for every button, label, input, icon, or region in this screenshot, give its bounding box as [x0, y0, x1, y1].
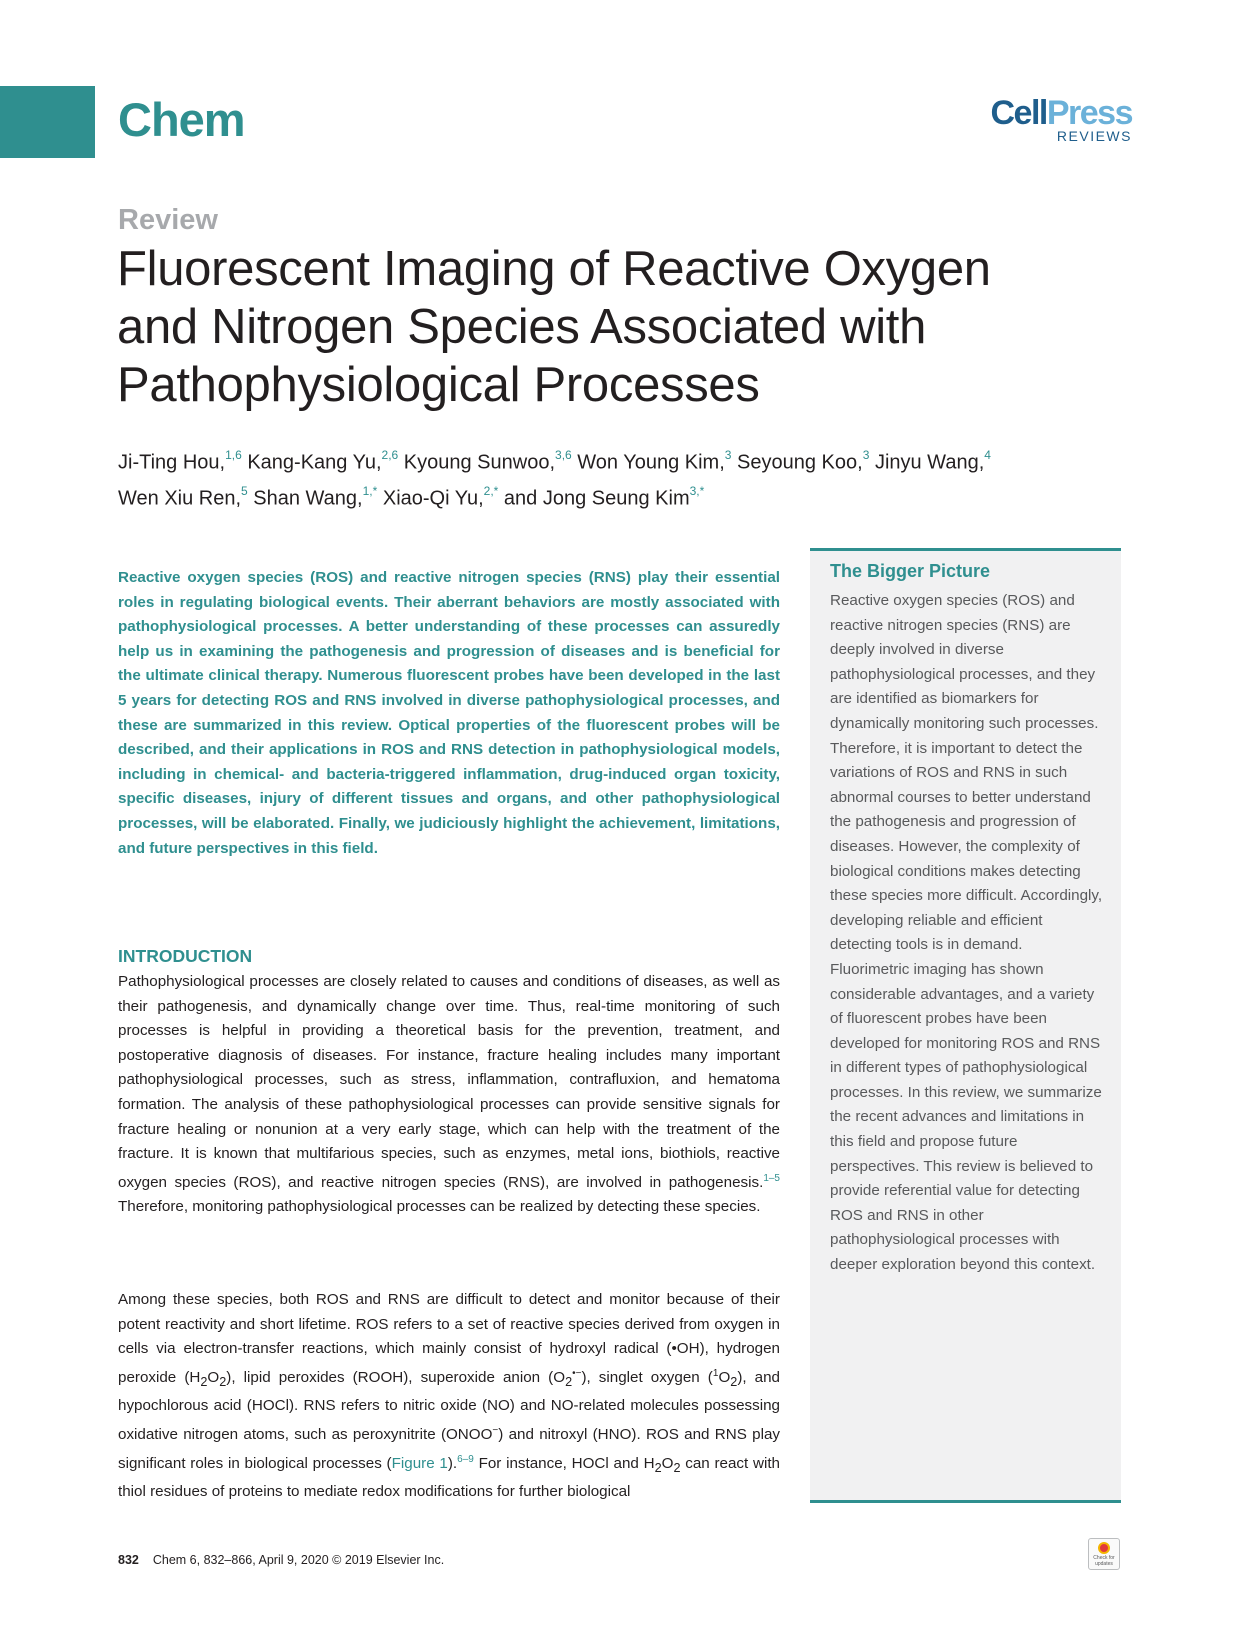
author-name[interactable]: Seyoung Koo, — [737, 451, 863, 474]
paragraph-text: ), and hypochlorous acid (HOCl). RNS refers to nitric oxide (NO) and NO-related molecules possessing oxidative nitrogen atoms, such as peroxynitrite (ONOO — [118, 1368, 780, 1444]
paragraph-text: can react with thiol residues of proteins to mediate redox modifications for further biological — [118, 1454, 780, 1501]
sidebar-title: The Bigger Picture — [830, 561, 991, 581]
paragraph-text: For instance, HOCl and H — [473, 1454, 655, 1472]
paragraph-text: ) and nitroxyl (HNO). ROS and RNS play significant roles in biological processes ( — [118, 1426, 780, 1472]
affiliation-ref[interactable]: 3 — [724, 448, 732, 462]
paragraph-text: O — [718, 1368, 731, 1386]
sidebar-text: Reactive oxygen species (ROS) and reactive nitrogen species (RNS) are deeply involved in diverse pathophysiological processes, and they are identified as biomarkers for dynamically monitoring such processes. Therefore, it is important to detect the variations of ROS and RNS in such abnormal courses to better understand the pathogenesis and progression of diseases. However, the complexity of biological conditions makes detecting these species more difficult. Accordingly, developing reliable and efficient detecting tools is in demand. Fluorimetric imaging has shown considerable advantages, and a variety of fluorescent probes have been developed for monitoring ROS and RNS in different types of pathophysiological processes. In this review, we summarize the recent advances and limitations in this field and propose future perspectives. This review is believed to provide referential value for detecting ROS and RNS in other pathophysiological processes with deeper exploration beyond this context. — [830, 592, 1103, 1274]
author-name[interactable]: Ji-Ting Hou, — [118, 451, 226, 474]
paragraph-text: Therefore, monitoring pathophysiological processes can be realized by detecting these species. — [118, 1198, 761, 1216]
figure-link[interactable]: Figure 1 — [391, 1454, 448, 1472]
reference-citation[interactable]: 6–9 — [457, 1453, 474, 1465]
affiliation-ref[interactable]: 1,* — [362, 483, 378, 498]
superscript: 1 — [712, 1367, 719, 1379]
subscript: 2 — [654, 1460, 662, 1475]
paragraph-text: ), singlet oxygen ( — [581, 1368, 713, 1386]
author-name[interactable]: Xiao-Qi Yu, — [382, 487, 484, 510]
journal-color-block — [0, 86, 95, 158]
author-name[interactable]: Jinyu Wang, — [874, 451, 985, 474]
abstract: Reactive oxygen species (ROS) and reactive nitrogen species (RNS) play their essential roles in regulating biological events. Their aberrant behaviors are mostly associated with pathophysiological processes. A better understanding of these processes can assuredly help us in examining the pathogenesis and progression of diseases and is beneficial for the ultimate clinical therapy. Numerous fluorescent probes have been developed in the last 5 years for detecting ROS and RNS involved in diverse pathophysiological processes, and these are summarized in this review. Optical properties of the fluorescent probes will be described, and their applications in ROS and RNS detection in pathophysiological models, including in chemical- and bacteria-triggered inflammation, drug-induced organ toxicity, specific diseases, injury of different tissues and organs, and other pathophysiological processes, will be elaborated. Finally, we judiciously highlight the achievement, limitations, and future perspectives in this field. — [118, 569, 780, 857]
paragraph-text: O — [661, 1454, 674, 1472]
paragraph-text: ), lipid peroxides (ROOH), superoxide anion (O — [226, 1368, 566, 1386]
paragraph-text: Among these species, both ROS and RNS are difficult to detect and monitor because of their potent reactivity and short lifetime. ROS refers to a set of reactive species derived from oxygen in cells via electron-transfer reactions, which mainly consist of hydroxyl radical (•OH), hydrogen peroxide (H — [118, 1291, 780, 1386]
author-name[interactable]: Kyoung Sunwoo, — [403, 451, 556, 474]
page-number: 832 — [118, 1553, 139, 1567]
article-title: Fluorescent Imaging of Reactive Oxygen and Nitrogen Species Associated with Pathophysiological Processes — [117, 242, 991, 412]
author-name[interactable]: Kang-Kang Yu, — [247, 451, 382, 474]
article-type-label: Review — [118, 204, 218, 236]
affiliation-ref[interactable]: 2,* — [483, 483, 499, 498]
bigger-picture-box — [810, 548, 1121, 1503]
affiliation-ref[interactable]: 5 — [241, 483, 248, 498]
journal-name: Chem — [118, 93, 245, 146]
publisher-logo[interactable] — [991, 95, 1133, 144]
reference-citation[interactable]: 1–5 — [763, 1172, 780, 1184]
superscript: •− — [572, 1367, 582, 1379]
page-footer — [118, 1553, 444, 1567]
author-name[interactable]: and Jong Seung Kim — [503, 487, 690, 510]
citation-line: Chem 6, 832–866, April 9, 2020 © 2019 Elsevier Inc. — [152, 1553, 445, 1567]
affiliation-ref[interactable]: 3,* — [689, 483, 705, 498]
check-for-updates-badge[interactable] — [1088, 1538, 1120, 1570]
logo-press-text: Press — [1046, 94, 1132, 132]
body-paragraph — [118, 1288, 780, 1505]
author-name[interactable]: Won Young Kim, — [577, 451, 725, 474]
affiliation-ref[interactable]: 1,6 — [225, 448, 242, 462]
update-badge-icon — [1098, 1542, 1110, 1554]
author-name[interactable]: Wen Xiu Ren, — [118, 487, 242, 510]
subscript: 2 — [673, 1460, 681, 1475]
paragraph-text: ). — [447, 1454, 458, 1472]
body-paragraph — [118, 970, 780, 1220]
section-heading-introduction: INTRODUCTION — [118, 946, 253, 966]
affiliation-ref[interactable]: 4 — [984, 448, 991, 462]
paragraph-text: O — [207, 1368, 220, 1386]
affiliation-ref[interactable]: 3,6 — [555, 448, 572, 462]
subscript: 2 — [219, 1374, 227, 1389]
author-name[interactable]: Shan Wang, — [253, 487, 363, 510]
paragraph-text: Pathophysiological processes are closely related to causes and conditions of diseases, as well as their pathogenesis, and dynamically change over time. Thus, real-time monitoring of such processes is helpful in providing a theoretical basis for the prevention, treatment, and postoperative diagnosis of diseases. For instance, fracture healing includes many important pathophysiological processes, such as stress, inflammation, contrafluxion, and hematoma formation. The analysis of these pathophysiological processes can provide sensitive signals for fracture healing or nonunion at a very early stage, which can help with the treatment of the fracture. It is known that multifarious species, such as enzymes, metal ions, biothiols, reactive oxygen species (ROS), and reactive nitrogen species (RNS), are involved in pathogenesis. — [118, 973, 780, 1191]
logo-subtitle: REVIEWS — [1056, 128, 1132, 144]
logo-cell-text: Cell — [990, 94, 1047, 132]
affiliation-ref[interactable]: 2,6 — [381, 448, 399, 462]
subscript: 2 — [565, 1374, 573, 1389]
subscript: 2 — [200, 1374, 208, 1389]
subscript: 2 — [730, 1374, 738, 1389]
superscript: − — [492, 1425, 499, 1437]
author-list — [118, 442, 1138, 513]
badge-label: Check for updates — [1093, 1555, 1115, 1567]
affiliation-ref[interactable]: 3 — [862, 448, 870, 462]
